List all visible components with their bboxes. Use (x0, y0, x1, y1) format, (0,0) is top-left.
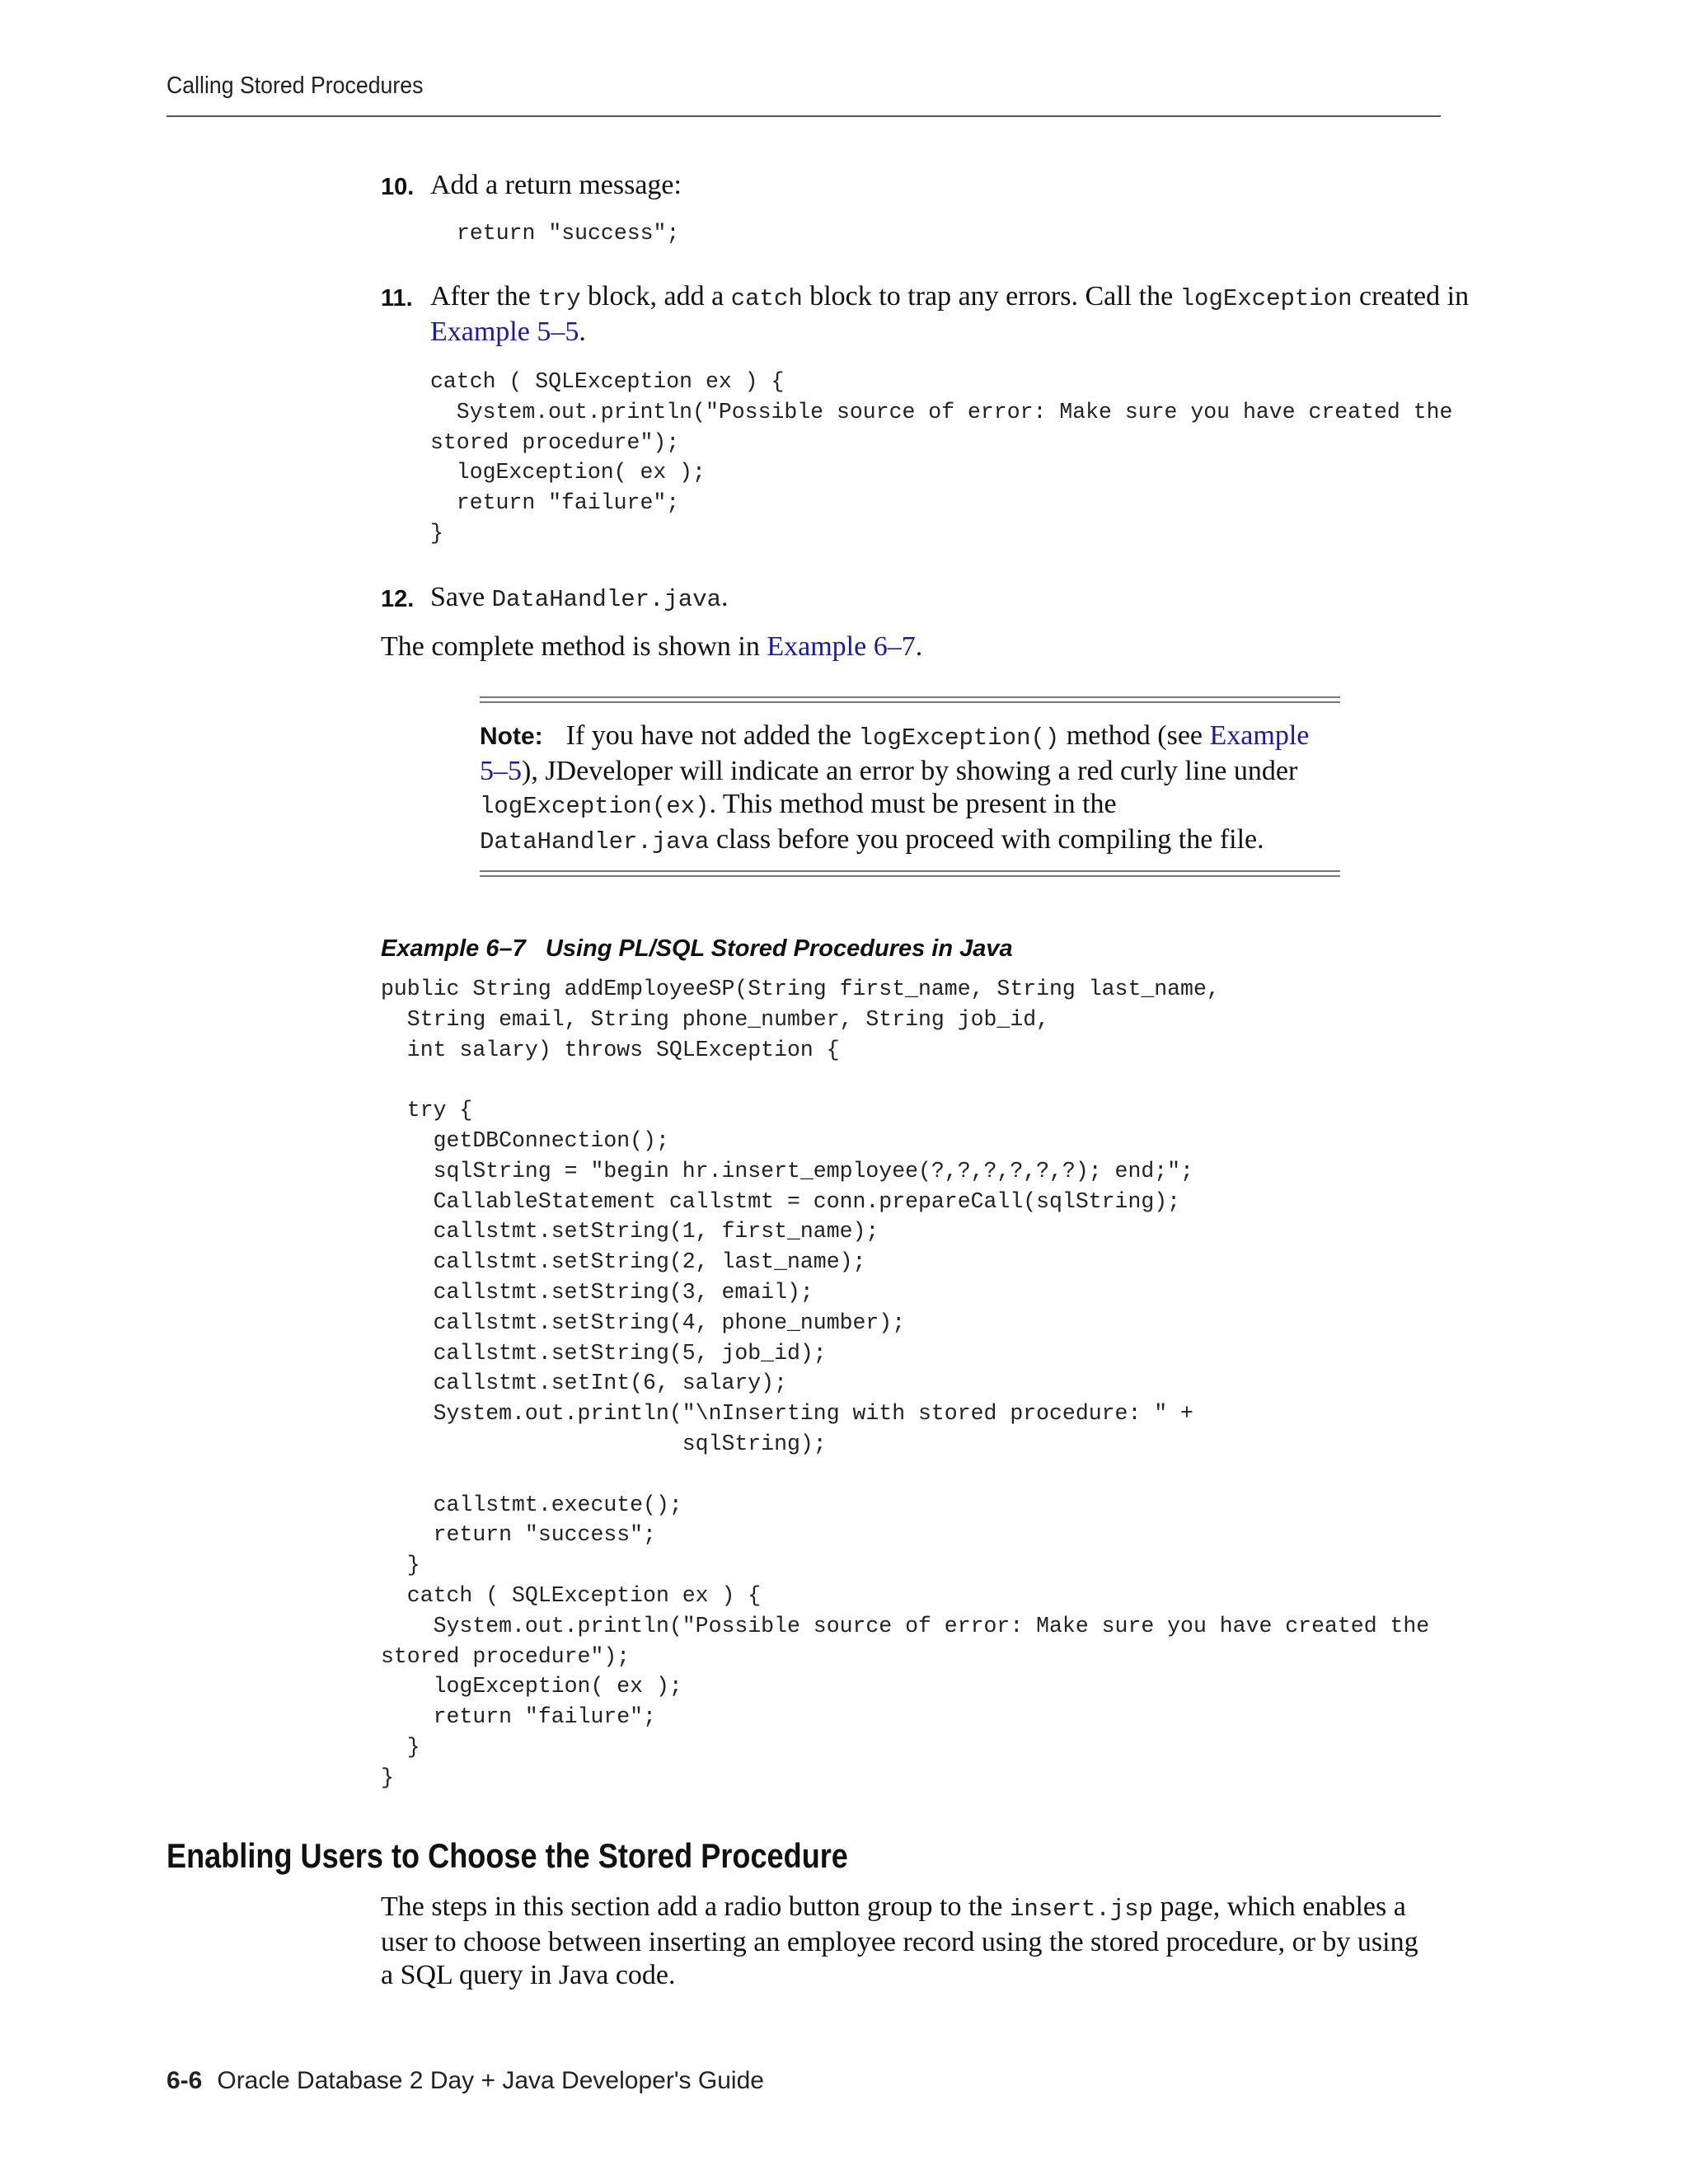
code-block: return "success"; (457, 221, 680, 246)
step-number: 12. (381, 586, 415, 612)
section-heading: Enabling Users to Choose the Stored Procedure (166, 1836, 848, 1875)
example-6-7 (381, 935, 1444, 1793)
example-link[interactable]: Example 6–7 (767, 631, 916, 662)
note-rule-bottom (480, 870, 1340, 877)
page-footer (166, 2067, 764, 2095)
step-text: Add a return message: (430, 170, 682, 200)
step-number: 11. (381, 285, 413, 312)
step-10 (381, 169, 1493, 249)
step-12 (381, 581, 1493, 616)
note-text: Note: If you have not added the logException() method (see Example 5–5), JDeveloper will indicate an error by showing a red curly line under logException(ex). This method must be present in the DataHandler.java class before you proceed with compiling the file. (480, 720, 1310, 855)
header-rule (166, 115, 1441, 117)
step-text: After the try block, add a catch block to trap any errors. Call the logException created in Example 5–5. (430, 281, 1470, 347)
running-header: Calling Stored Procedures (166, 73, 424, 99)
book-title: Oracle Database 2 Day + Java Developer's Guide (217, 2067, 764, 2094)
step-number: 10. (381, 174, 415, 200)
section-text: The steps in this section add a radio button group to the insert.jsp page, which enables a user to choose between inserting an employee record using the stored procedure, or by using a SQL query in Java code. (381, 1891, 1418, 1990)
code-block: catch ( SQLException ex ) { System.out.println("Possible source of error: Make sure you have created the stored procedure"); logException( ex ); return "failure"; } (430, 369, 1453, 546)
step-11 (381, 280, 1493, 549)
page-number: 6-6 (166, 2067, 203, 2094)
example-link[interactable]: Example 5–5 (430, 316, 579, 347)
note-rule-top (480, 696, 1340, 703)
step-text: Save DataHandler.java. (430, 582, 729, 613)
code-block: public String addEmployeeSP(String first_name, String last_name, String email, String phone_number, String job_id, int salary) throws SQLException { try { getDBConnection(); sqlString = "begin hr.insert_employee(?,?,?,?,?,?); end;"; CallableStatement callstmt = conn.prepareCall(sqlString); callstmt.setString(1, first_name); callstmt.setString(2, last_name); callstmt.setString(3, email); callstmt.setString(4, phone_number); callstmt.setString(5, job_id); callstmt.setInt(6, salary); System.out.println("\nInserting with stored procedure: " + sqlString); callstmt.execute(); return "success"; } catch ( SQLException ex ) { System.out.println("Possible source of error: Make sure you have created the stored procedure"); logException( ex ); return "failure"; } } (381, 977, 1430, 1790)
example-title: Example 6–7 Using PL/SQL Stored Procedures in Java (381, 935, 1013, 962)
complete-method-text: The complete method is shown in Example 6–7. (381, 631, 923, 662)
note-box (480, 696, 1340, 877)
example-link[interactable]: Example 5–5 (480, 720, 1310, 786)
note-label: Note: (480, 723, 543, 750)
